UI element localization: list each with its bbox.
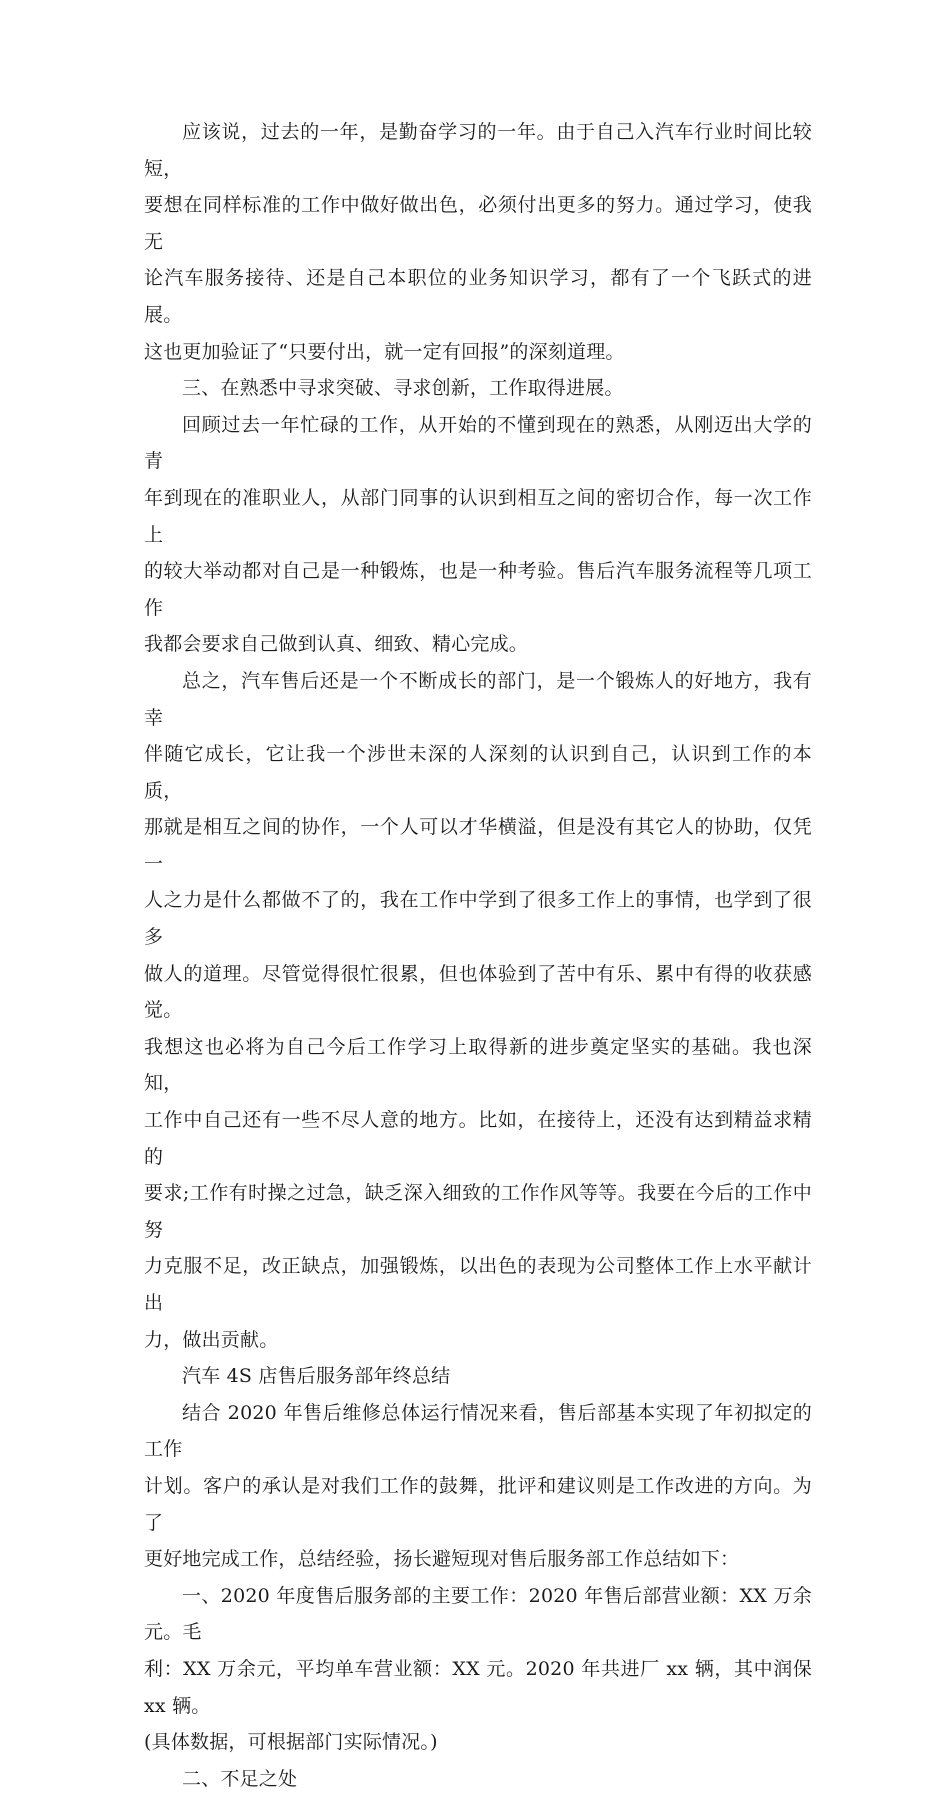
paragraph-summary: 总之，汽车售后还是一个不断成长的部门，是一个锻炼人的好地方，我有幸 伴随它成长，它让我一个涉世未深的人深刻的认识到自己，认识到工作的本质， 那就是相互之间的协作，一个人可以才华横溢，但是没有其它人的协助，仅凭一 人之力是什么都做不了的，我在工作中学到了很多工作上的事情，也学到了很多 做人的道理。尽管觉得很忙很累，但也体验到了苦中有乐、累中有得的收获感觉。 我想这也必将为自己今后工作学习上取得新的进步奠定坚实的基础。我也深知， 工作中自己还有一些不尽人意的地方。比如，在接待上，还没有达到精益求精的 要求;工作有时操之过急，缺乏深入细致的工作作风等等。我要在今后的工作中努 力克服不足，改正缺点，加强锻炼，以出色的表现为公司整体工作上水平献计出 力，做出贡献。	[144, 669, 812, 1351]
document-subtitle: 汽车 4S 店售后服务部年终总结	[182, 1365, 451, 1388]
document-body	[144, 114, 812, 1797]
heading-section-three: 三、在熟悉中寻求突破、寻求创新，工作取得进展。	[182, 377, 624, 400]
paragraph-study-year: 应该说，过去的一年，是勤奋学习的一年。由于自己入汽车行业时间比较短， 要想在同样标准的工作中做好做出色，必须付出更多的努力。通过学习，使我无 论汽车服务接待、还是自己本职位的业务知识学习，都有了一个飞跃式的进展。 这也更加验证了“只要付出，就一定有回报”的深刻道理。	[144, 121, 812, 363]
paragraph-intro-2020: 结合 2020 年售后维修总体运行情况来看，售后部基本实现了年初拟定的工作 计划。客户的承认是对我们工作的鼓舞，批评和建议则是工作改进的方向。为了 更好地完成工作，总结经验，扬长避短现对售后服务部工作总结如下：	[144, 1401, 812, 1571]
paragraph-review-work: 回顾过去一年忙碌的工作，从开始的不懂到现在的熟悉，从刚迈出大学的青 年到现在的准职业人，从部门同事的认识到相互之间的密切合作，每一次工作上 的较大举动都对自己是一种锻炼，也是一种考验。售后汽车服务流程等几项工作 我都会要求自己做到认真、细致、精心完成。	[144, 413, 812, 656]
paragraph-main-work: 一、2020 年度售后服务部的主要工作：2020 年售后部营业额：XX 万余元。毛 利：XX 万余元，平均单车营业额：XX 元。2020 年共进厂 xx 辆，其中润保 xx 辆。 (具体数据，可根据部门实际情况。)	[144, 1584, 812, 1754]
heading-shortcomings: 二、不足之处	[182, 1767, 298, 1790]
